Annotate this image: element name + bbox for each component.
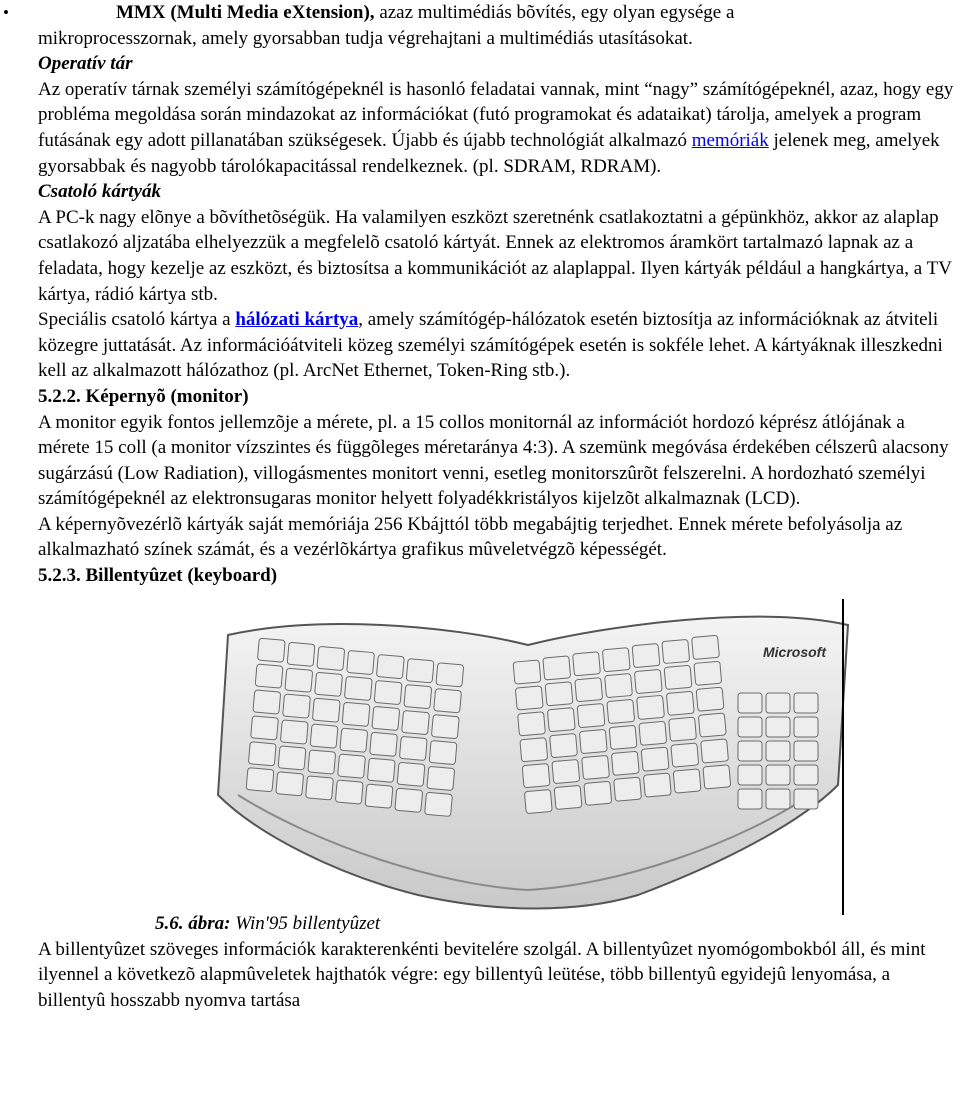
keyboard-key bbox=[406, 658, 434, 682]
keyboard-key bbox=[611, 751, 639, 775]
keyboard-key bbox=[575, 677, 603, 701]
keyboard-key bbox=[696, 687, 724, 711]
keyboard-key bbox=[513, 660, 541, 684]
csatolo-paragraph-1: A PC-k nagy elõnye a bõvíthetõségük. Ha valamilyen eszközt szeretnénk csatlakoztatni a gépünkhöz, akkor az alaplap csatlakozó aljzatába elhelyezzük a megfelelõ csatoló kártyát. Ennek az elektromos áramkört tartalmazó lapnak az a feladata, hogy kezelje az eszközt, és biztosítsa a kommunikációt az alaplappal. Ilyen kártyák például a hangkártya, a TV kártya, rádió kártya stb. bbox=[38, 206, 952, 305]
keyboard-key bbox=[402, 710, 430, 734]
keyboard-key bbox=[582, 755, 610, 779]
keyboard-key bbox=[374, 680, 402, 704]
document-body bbox=[38, 0, 954, 1013]
keyboard-key bbox=[794, 693, 818, 713]
keyboard-key bbox=[554, 785, 582, 809]
kepernyo-paragraph-1: A monitor egyik fontos jellemzõje a mérete, pl. a 15 collos monitornál az információt hordozó képrész átlójának a mérete 15 coll (a monitor vízszintes és függõleges méretaránya 4:3). A szemünk megóvása érdekében célszerû alacsony sugárzású (Low Radiation), villogásmentes monitort venni, esetleg monitorszûrõt felszerelni. A hordozható személyi számítógépeknél az elektronsugaras monitor helyett folyadékkristályos kijelzõt alkalmaznak (LCD). bbox=[38, 411, 949, 510]
keyboard-key bbox=[766, 693, 790, 713]
kepernyo-paragraph-2: A képernyõvezérlõ kártyák saját memóriája 256 Kbájttól több megabájtig terjedhet. Ennek mérete befolyásolja az alkalmazható színek számát, és a vezérlõkártya grafikus mûveletvégzõ képességét. bbox=[38, 513, 903, 561]
billentyuzet-heading: 5.2.3. Billentyûzet (keyboard) bbox=[38, 565, 278, 587]
keyboard-key bbox=[639, 721, 667, 745]
keyboard-key bbox=[248, 741, 276, 765]
keyboard-key bbox=[766, 717, 790, 737]
keyboard-key bbox=[664, 665, 692, 689]
keyboard-key bbox=[669, 717, 697, 741]
keyboard-key bbox=[605, 673, 633, 697]
keyboard-key bbox=[434, 688, 462, 712]
keyboard-key bbox=[522, 763, 550, 787]
csatolo-heading: Csatoló kártyák bbox=[38, 181, 161, 203]
keyboard-key bbox=[338, 754, 366, 778]
keyboard-key bbox=[794, 765, 818, 785]
keyboard-key bbox=[692, 635, 720, 659]
keyboard-key bbox=[641, 747, 669, 771]
keyboard-key bbox=[524, 789, 552, 813]
keyboard-key bbox=[794, 717, 818, 737]
keyboard-figure bbox=[38, 589, 954, 937]
keyboard-key bbox=[365, 784, 393, 808]
keyboard-key bbox=[698, 713, 726, 737]
keyboard-key bbox=[547, 707, 575, 731]
keyboard-key bbox=[308, 750, 336, 774]
operativ-text-2: jelenek meg, amelyek gyorsabbak és nagyobb tárolókapacitással rendelkeznek. (pl. SDRAM, RDRAM). bbox=[38, 129, 940, 177]
memoriak-link[interactable]: memóriák bbox=[691, 129, 769, 151]
keyboard-key bbox=[520, 737, 548, 761]
keyboard-key bbox=[794, 789, 818, 809]
keyboard-key bbox=[395, 788, 423, 812]
keyboard-key bbox=[609, 725, 637, 749]
keyboard-key bbox=[315, 672, 343, 696]
operativ-heading: Operatív tár bbox=[38, 53, 133, 75]
keyboard-key bbox=[276, 771, 304, 795]
mmx-line1: azaz multimédiás bõvítés, egy olyan egysége a bbox=[374, 2, 735, 23]
operativ-paragraph bbox=[38, 77, 954, 179]
keyboard-key bbox=[425, 792, 453, 816]
keyboard-key bbox=[584, 781, 612, 805]
keyboard-key bbox=[573, 651, 601, 675]
keyboard-key bbox=[518, 711, 546, 735]
keyboard-key bbox=[278, 745, 306, 769]
csatolo-text-2: , amely számítógép-hálózatok esetén biztosítja az információknak az átviteli közegre juttatását. Az információátviteli közeg személyi számítógépek esetén is sokféle lehet. A kártyáknak illeszkedni kell az alkalmazott hálózathoz (pl. ArcNet Ethernet, Token-Ring stb.). bbox=[38, 309, 943, 382]
keyboard-key bbox=[431, 714, 459, 738]
keyboard-key bbox=[607, 699, 635, 723]
keyboard-key bbox=[543, 655, 571, 679]
keyboard-key bbox=[285, 668, 313, 692]
figure-caption bbox=[155, 911, 380, 937]
keyboard-key bbox=[673, 769, 701, 793]
keyboard-key bbox=[436, 662, 464, 686]
keyboard-key bbox=[253, 690, 281, 714]
keyboard-key bbox=[246, 767, 274, 791]
keyboard-key bbox=[634, 669, 662, 693]
keyboard-key bbox=[306, 775, 334, 799]
keyboard-key bbox=[317, 646, 345, 670]
keyboard-key bbox=[694, 661, 722, 685]
keyboard-key bbox=[399, 736, 427, 760]
keyboard-key bbox=[280, 720, 308, 744]
bullet-icon bbox=[2, 0, 10, 26]
keyboard-key bbox=[515, 685, 543, 709]
kepernyo-heading: 5.2.2. Képernyõ (monitor) bbox=[38, 385, 249, 407]
keyboard-key bbox=[637, 695, 665, 719]
keyboard-key bbox=[344, 676, 372, 700]
keyboard-key bbox=[283, 694, 311, 718]
keyboard-key bbox=[632, 643, 660, 667]
keyboard-key bbox=[342, 702, 370, 726]
keyboard-key bbox=[376, 654, 404, 678]
keyboard-key bbox=[427, 766, 455, 790]
keyboard-key bbox=[643, 773, 671, 797]
keyboard-key bbox=[545, 681, 573, 705]
keyboard-key bbox=[671, 743, 699, 767]
keyboard-key bbox=[367, 758, 395, 782]
keyboard-key bbox=[738, 789, 762, 809]
caption-text: Win'95 billentyûzet bbox=[230, 912, 381, 934]
keyboard-key bbox=[335, 780, 363, 804]
mmx-term: MMX (Multi Media eXtension), bbox=[116, 2, 375, 23]
keyboard-key bbox=[552, 759, 580, 783]
keyboard-key bbox=[429, 740, 457, 764]
keyboard-key bbox=[255, 664, 283, 688]
operativ-text-1: Az operatív tárnak személyi számítógépeknél is hasonló feladatai vannak, mint “nagy” számítógépeknél, azaz, hogy egy probléma megoldása során mindazokat az információkat (futó programokat és adataikat) tárolja, amelyek a program futásának egy adott pillanatában szükségesek. Újabb és újabb technológiát alkalmazó bbox=[38, 78, 954, 151]
keyboard-key bbox=[251, 715, 279, 739]
keyboard-key bbox=[347, 650, 375, 674]
keyboard-brand-label: Microsoft bbox=[763, 643, 826, 660]
keyboard-key bbox=[602, 647, 630, 671]
keyboard-key bbox=[312, 698, 340, 722]
keyboard-key bbox=[738, 765, 762, 785]
keyboard-key bbox=[666, 691, 694, 715]
keyboard-key bbox=[370, 732, 398, 756]
mmx-paragraph bbox=[38, 0, 954, 51]
keyboard-key bbox=[372, 706, 400, 730]
keyboard-key bbox=[766, 765, 790, 785]
keyboard-key bbox=[340, 728, 368, 752]
keyboard-key bbox=[257, 638, 285, 662]
keyboard-key bbox=[738, 693, 762, 713]
halozati-kartya-link[interactable]: hálózati kártya bbox=[235, 309, 359, 331]
keyboard-key bbox=[550, 733, 578, 757]
keyboard-key bbox=[794, 741, 818, 761]
csatolo-text-1: Speciális csatoló kártya a bbox=[38, 309, 236, 331]
figure-divider bbox=[842, 599, 844, 915]
csatolo-paragraph-2 bbox=[38, 307, 954, 384]
mmx-line2: mikroprocesszornak, amely gyorsabban tudja végrehajtani a multimédiás utasításokat. bbox=[38, 27, 693, 49]
keyboard-key bbox=[662, 639, 690, 663]
keyboard-key bbox=[579, 729, 607, 753]
keyboard-image bbox=[198, 595, 878, 917]
keyboard-key bbox=[577, 703, 605, 727]
keyboard-key bbox=[738, 717, 762, 737]
billentyuzet-paragraph: A billentyûzet szöveges információk karakterenkénti bevitelére szolgál. A billentyûzet nyomógombokból áll, és mint ilyennel a következõ alapmûveletek hajthatók végre: egy billentyû leütése, több billentyû egyidejû lenyomása, a billentyû hosszabb nyomva tartása bbox=[38, 938, 926, 1011]
keyboard-key bbox=[404, 684, 432, 708]
keyboard-key bbox=[397, 762, 425, 786]
keyboard-key bbox=[701, 739, 729, 763]
keyboard-key bbox=[310, 724, 338, 748]
keyboard-key bbox=[766, 789, 790, 809]
caption-label: 5.6. ábra: bbox=[155, 912, 231, 934]
keyboard-key bbox=[766, 741, 790, 761]
keyboard-key bbox=[614, 777, 642, 801]
keyboard-key bbox=[703, 764, 731, 788]
keyboard-key bbox=[738, 741, 762, 761]
keyboard-key bbox=[287, 642, 315, 666]
